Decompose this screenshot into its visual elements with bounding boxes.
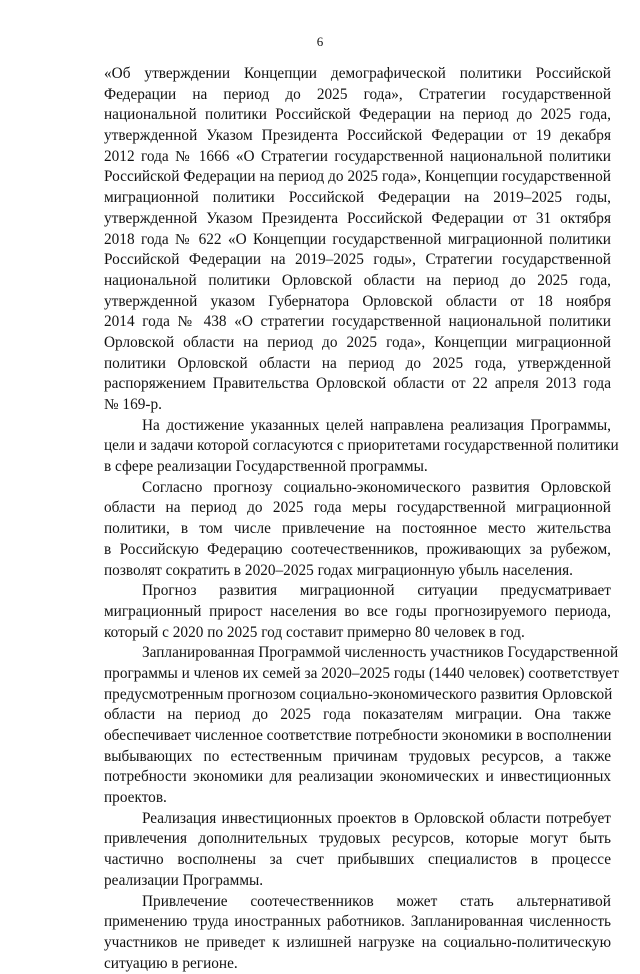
text-line: который с 2020 по 2025 год составит примерно 80 человек в год. (104, 623, 525, 641)
text-line: Российской Федерации на 2019–2025 годы», Стратегии государственной (104, 251, 611, 269)
text-line: потребности экономики для реализации экономических и инвестиционных (104, 768, 611, 786)
text-line: цели и задачи которой согласуются с приоритетами государственной политики (104, 437, 619, 455)
text-line: Запланированная Программой численность участников Государственной (142, 644, 619, 662)
text-line: национальной политики Орловской области на период до 2025 года, (104, 271, 611, 289)
document-body (104, 64, 619, 974)
text-line: Реализация инвестиционных проектов в Орловской области потребует (142, 809, 611, 827)
text-line: 2014 года № 438 «О стратегии государственной национальной политики (104, 313, 611, 331)
text-line: № 169-р. (104, 396, 162, 413)
text-line: миграционный прирост населения во все годы прогнозируемого периода, (104, 602, 611, 620)
text-line: На достижение указанных целей направлена реализация Программы, (142, 416, 611, 434)
text-line: политики, в том числе привлечение на постоянное место жительства (104, 520, 611, 538)
text-line: Согласно прогнозу социально-экономического развития Орловской (142, 478, 611, 496)
text-line: участников не приведет к излишней нагрузке на социально-политическую (104, 933, 611, 951)
text-line: политики Орловской области на период до 2025 года, утвержденной (104, 354, 611, 372)
text-line: в сфере реализации Государственной программы. (104, 458, 428, 476)
text-line: утвержденной указом Губернатора Орловской области от 18 ноября (104, 292, 611, 310)
text-line: обеспечивает численное соответствие потребности экономики в восполнении (104, 727, 612, 744)
text-line: области на период до 2025 года показателям миграции. Она также (104, 706, 611, 724)
page-number: 6 (316, 34, 324, 49)
text-line: 2018 года № 622 «О Концепции государственной миграционной политики (104, 230, 611, 248)
text-line: применению труда иностранных работников. Запланированная численность (104, 913, 611, 931)
text-line: области на период до 2025 года меры государственной миграционной (104, 499, 611, 517)
text-line: ситуацию в регионе. (104, 954, 238, 972)
text-line: частично восполнены за счет прибывших специалистов в процессе (104, 851, 611, 869)
text-line: привлечения дополнительных трудовых ресурсов, которые могут быть (104, 830, 611, 848)
text-line: «Об утверждении Концепции демографической политики Российской (104, 65, 611, 82)
text-line: утвержденной Указом Президента Российской Федерации от 31 октября (104, 209, 611, 227)
text-line: позволят сократить в 2020–2025 годах миграционную убыль населения. (104, 561, 573, 579)
text-line: Орловской области на период до 2025 года», Концепции миграционной (104, 333, 611, 351)
text-line: миграционной политики Российской Федерации на 2019–2025 годы, (104, 189, 611, 207)
text-line: Прогноз развития миграционной ситуации предусматривает (142, 582, 611, 600)
text-line: Федерации на период до 2025 года», Стратегии государственной (104, 85, 611, 103)
text-line: выбывающих по естественным причинам трудовых ресурсов, а также (104, 747, 611, 765)
text-line: 2012 года № 1666 «О Стратегии государственной национальной политики (104, 147, 611, 165)
text-line: Привлечение соотечественников может стать альтернативой (142, 892, 611, 910)
text-line: национальной политики Российской Федерации на период до 2025 года, (104, 106, 611, 124)
text-line: утвержденной Указом Президента Российской Федерации от 19 декабря (104, 127, 611, 145)
text-line: распоряжением Правительства Орловской области от 22 апреля 2013 года (104, 375, 611, 393)
text-line: реализации Программы. (104, 871, 264, 889)
text-line: в Российскую Федерацию соотечественников, проживающих за рубежом, (104, 540, 611, 558)
text-line: Российской Федерации на период до 2025 года», Концепции государственной (104, 168, 611, 186)
text-line: программы и членов их семей за 2020–2025 годы (1440 человек) соответствует (104, 664, 619, 682)
text-line: проектов. (104, 789, 167, 807)
text-line: предусмотренным прогнозом социально-экономического развития Орловской (104, 685, 613, 703)
